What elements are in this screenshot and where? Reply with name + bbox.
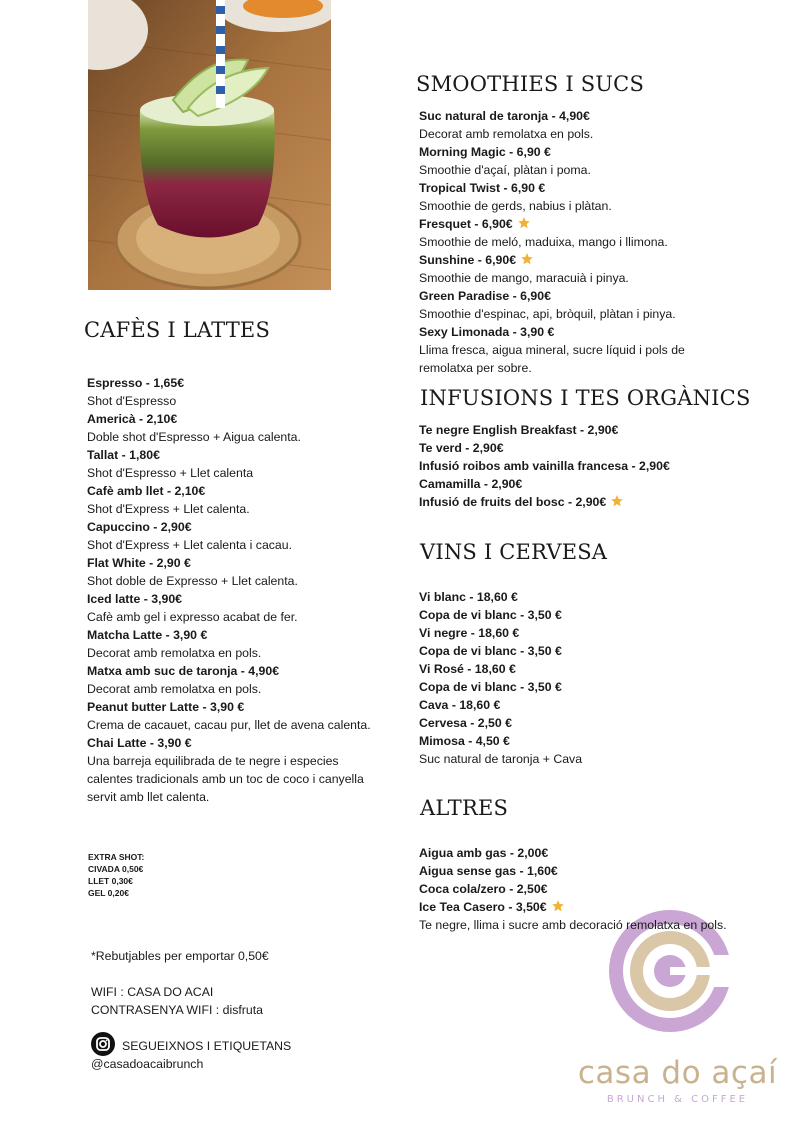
menu-item [419, 179, 739, 215]
item-name: Cervesa - 2,50 € [419, 716, 512, 730]
item-desc: Una barreja equilibrada de te negre i especies calentes tradicionals amb un toc de coco i canyella servit amb llet calenta. [87, 754, 364, 804]
item-name: Matxa amb suc de taronja - 4,90€ [87, 664, 280, 678]
item-name: Te verd - 2,90€ [419, 441, 504, 455]
menu-item [419, 493, 759, 511]
item-name: Flat White - 2,90 € [87, 556, 191, 570]
item-desc: Shot d'Express + Llet calenta. [87, 502, 250, 516]
item-name: Cava - 18,60 € [419, 698, 501, 712]
section-title-cafes: CAFÈS I LATTES [84, 318, 271, 342]
menu-item [419, 880, 729, 898]
item-name: Infusió de fruits del bosc - 2,90€ [419, 495, 607, 509]
item-name: Aigua amb gas - 2,00€ [419, 846, 549, 860]
item-desc: Shot d'Espresso [87, 394, 177, 408]
item-desc: Suc natural de taronja + Cava [419, 752, 583, 766]
section-title-infusions: INFUSIONS I TES ORGÀNICS [420, 386, 751, 410]
item-name: Espresso - 1,65€ [87, 376, 185, 390]
menu-item [419, 251, 739, 287]
item-name: Infusió roibos amb vainilla francesa - 2,90€ [419, 459, 670, 473]
takeaway-note: *Rebutjables per emportar 0,50€ [91, 949, 269, 963]
menu-item [419, 606, 739, 624]
instagram-icon [91, 1032, 115, 1056]
menu-item [419, 107, 739, 143]
extras-title: EXTRA SHOT: [88, 852, 145, 862]
item-desc: Shot d'Express + Llet calenta i cacau. [87, 538, 293, 552]
vins-list [419, 588, 739, 768]
logo-tagline: BRUNCH & COFFEE [606, 1094, 749, 1105]
item-desc: Crema de cacauet, cacau pur, llet de avena calenta. [87, 718, 371, 732]
item-name: Mimosa - 4,50 € [419, 734, 510, 748]
star-icon [610, 494, 624, 508]
star-icon [551, 899, 565, 913]
item-desc: Smoothie d'espinac, api, bròquil, plàtan i pinya. [419, 307, 676, 321]
item-desc: Smoothie de mango, maracuià i pinya. [419, 271, 629, 285]
menu-item [419, 714, 739, 732]
menu-item [419, 898, 729, 934]
item-desc: Llima fresca, aigua mineral, sucre líquid i pols de remolatxa per sobre. [419, 343, 685, 375]
menu-item [419, 421, 759, 439]
item-name: Capuccino - 2,90€ [87, 520, 192, 534]
item-desc: Doble shot d'Espresso + Aigua calenta. [87, 430, 301, 444]
menu-item [419, 475, 759, 493]
item-name: Tallat - 1,80€ [87, 448, 160, 462]
item-name: Copa de vi blanc - 3,50 € [419, 608, 562, 622]
item-name: Coca cola/zero - 2,50€ [419, 882, 548, 896]
menu-item [419, 323, 724, 377]
menu-item [419, 143, 739, 179]
menu-item [419, 588, 739, 606]
menu-item [87, 554, 397, 590]
item-name: Fresquet - 6,90€ [419, 217, 513, 231]
cafes-list [87, 374, 397, 806]
menu-item [87, 626, 397, 662]
extras-block [88, 851, 144, 899]
star-icon [520, 252, 534, 266]
menu-item [419, 624, 739, 642]
item-name: Green Paradise - 6,90€ [419, 289, 551, 303]
menu-item [87, 662, 397, 698]
menu-item [419, 862, 729, 880]
item-desc: Decorat amb remolatxa en pols. [87, 646, 262, 660]
menu-item [87, 374, 397, 410]
menu-item [419, 287, 739, 323]
item-desc: Smoothie d'açaí, plàtan i poma. [419, 163, 591, 177]
item-name: Matcha Latte - 3,90 € [87, 628, 208, 642]
item-desc: Shot d'Espresso + Llet calenta [87, 466, 254, 480]
logo-brand-text: casa do açaí [577, 1055, 778, 1091]
menu-item [419, 642, 739, 660]
menu-item [87, 590, 397, 626]
menu-item [419, 660, 739, 678]
smoothies-list [419, 107, 739, 377]
item-name: Morning Magic - 6,90 € [419, 145, 551, 159]
item-name: Sexy Limonada - 3,90 € [419, 325, 555, 339]
item-desc: Decorat amb remolatxa en pols. [87, 682, 262, 696]
item-name: Americà - 2,10€ [87, 412, 178, 426]
menu-item [87, 698, 397, 734]
brand-logo [570, 905, 785, 1110]
star-icon [517, 216, 531, 230]
item-name: Aigua sense gas - 1,60€ [419, 864, 558, 878]
item-desc: Cafè amb gel i expresso acabat de fer. [87, 610, 298, 624]
menu-item [419, 732, 739, 768]
item-name: Copa de vi blanc - 3,50 € [419, 680, 562, 694]
menu-item [419, 439, 759, 457]
menu-item [87, 446, 397, 482]
item-desc: Decorat amb remolatxa en pols. [419, 127, 594, 141]
item-name: Te negre English Breakfast - 2,90€ [419, 423, 619, 437]
menu-item [419, 844, 729, 862]
section-title-vins: VINS I CERVESA [420, 540, 608, 564]
altres-list [419, 844, 729, 934]
menu-item [87, 410, 397, 446]
section-title-altres: ALTRES [420, 796, 509, 820]
item-name: Ice Tea Casero - 3,50€ [419, 900, 547, 914]
menu-item [419, 678, 739, 696]
menu-item [87, 734, 387, 806]
item-name: Vi Rosé - 18,60 € [419, 662, 516, 676]
item-desc: Smoothie de meló, maduixa, mango i llimona. [419, 235, 668, 249]
item-desc: Te negre, llima i sucre amb decoració remolatxa en pols. [419, 918, 727, 932]
smoothie-photo [88, 0, 331, 290]
item-name: Peanut butter Latte - 3,90 € [87, 700, 245, 714]
item-name: Iced latte - 3,90€ [87, 592, 183, 606]
social-handle: @casadoacaibrunch [91, 1057, 204, 1071]
item-desc: Shot doble de Expresso + Llet calenta. [87, 574, 298, 588]
item-name: Vi negre - 18,60 € [419, 626, 520, 640]
item-name: Camamilla - 2,90€ [419, 477, 523, 491]
extras-line: LLET 0,30€ [88, 876, 133, 886]
wifi-password: CONTRASENYA WIFI : disfruta [91, 1003, 263, 1017]
menu-item [419, 457, 759, 475]
item-name: Sunshine - 6,90€ [419, 253, 517, 267]
extras-line: CIVADA 0,50€ [88, 864, 144, 874]
item-desc: Smoothie de gerds, nabius i plàtan. [419, 199, 612, 213]
item-name: Vi blanc - 18,60 € [419, 590, 518, 604]
extras-line: GEL 0,20€ [88, 888, 129, 898]
menu-item [419, 215, 739, 251]
item-name: Cafè amb llet - 2,10€ [87, 484, 206, 498]
menu-item [87, 518, 397, 554]
menu-item [87, 482, 397, 518]
social-label: SEGUEIXNOS I ETIQUETANS [122, 1039, 292, 1053]
menu-item [419, 696, 739, 714]
item-name: Tropical Twist - 6,90 € [419, 181, 546, 195]
smoothie-illustration [88, 0, 331, 290]
item-name: Copa de vi blanc - 3,50 € [419, 644, 562, 658]
infusions-list [419, 421, 759, 511]
section-title-smoothies: SMOOTHIES I SUCS [416, 72, 645, 96]
item-name: Suc natural de taronja - 4,90€ [419, 109, 590, 123]
item-name: Chai Latte - 3,90 € [87, 736, 192, 750]
wifi-name: WIFI : CASA DO ACAI [91, 985, 214, 999]
